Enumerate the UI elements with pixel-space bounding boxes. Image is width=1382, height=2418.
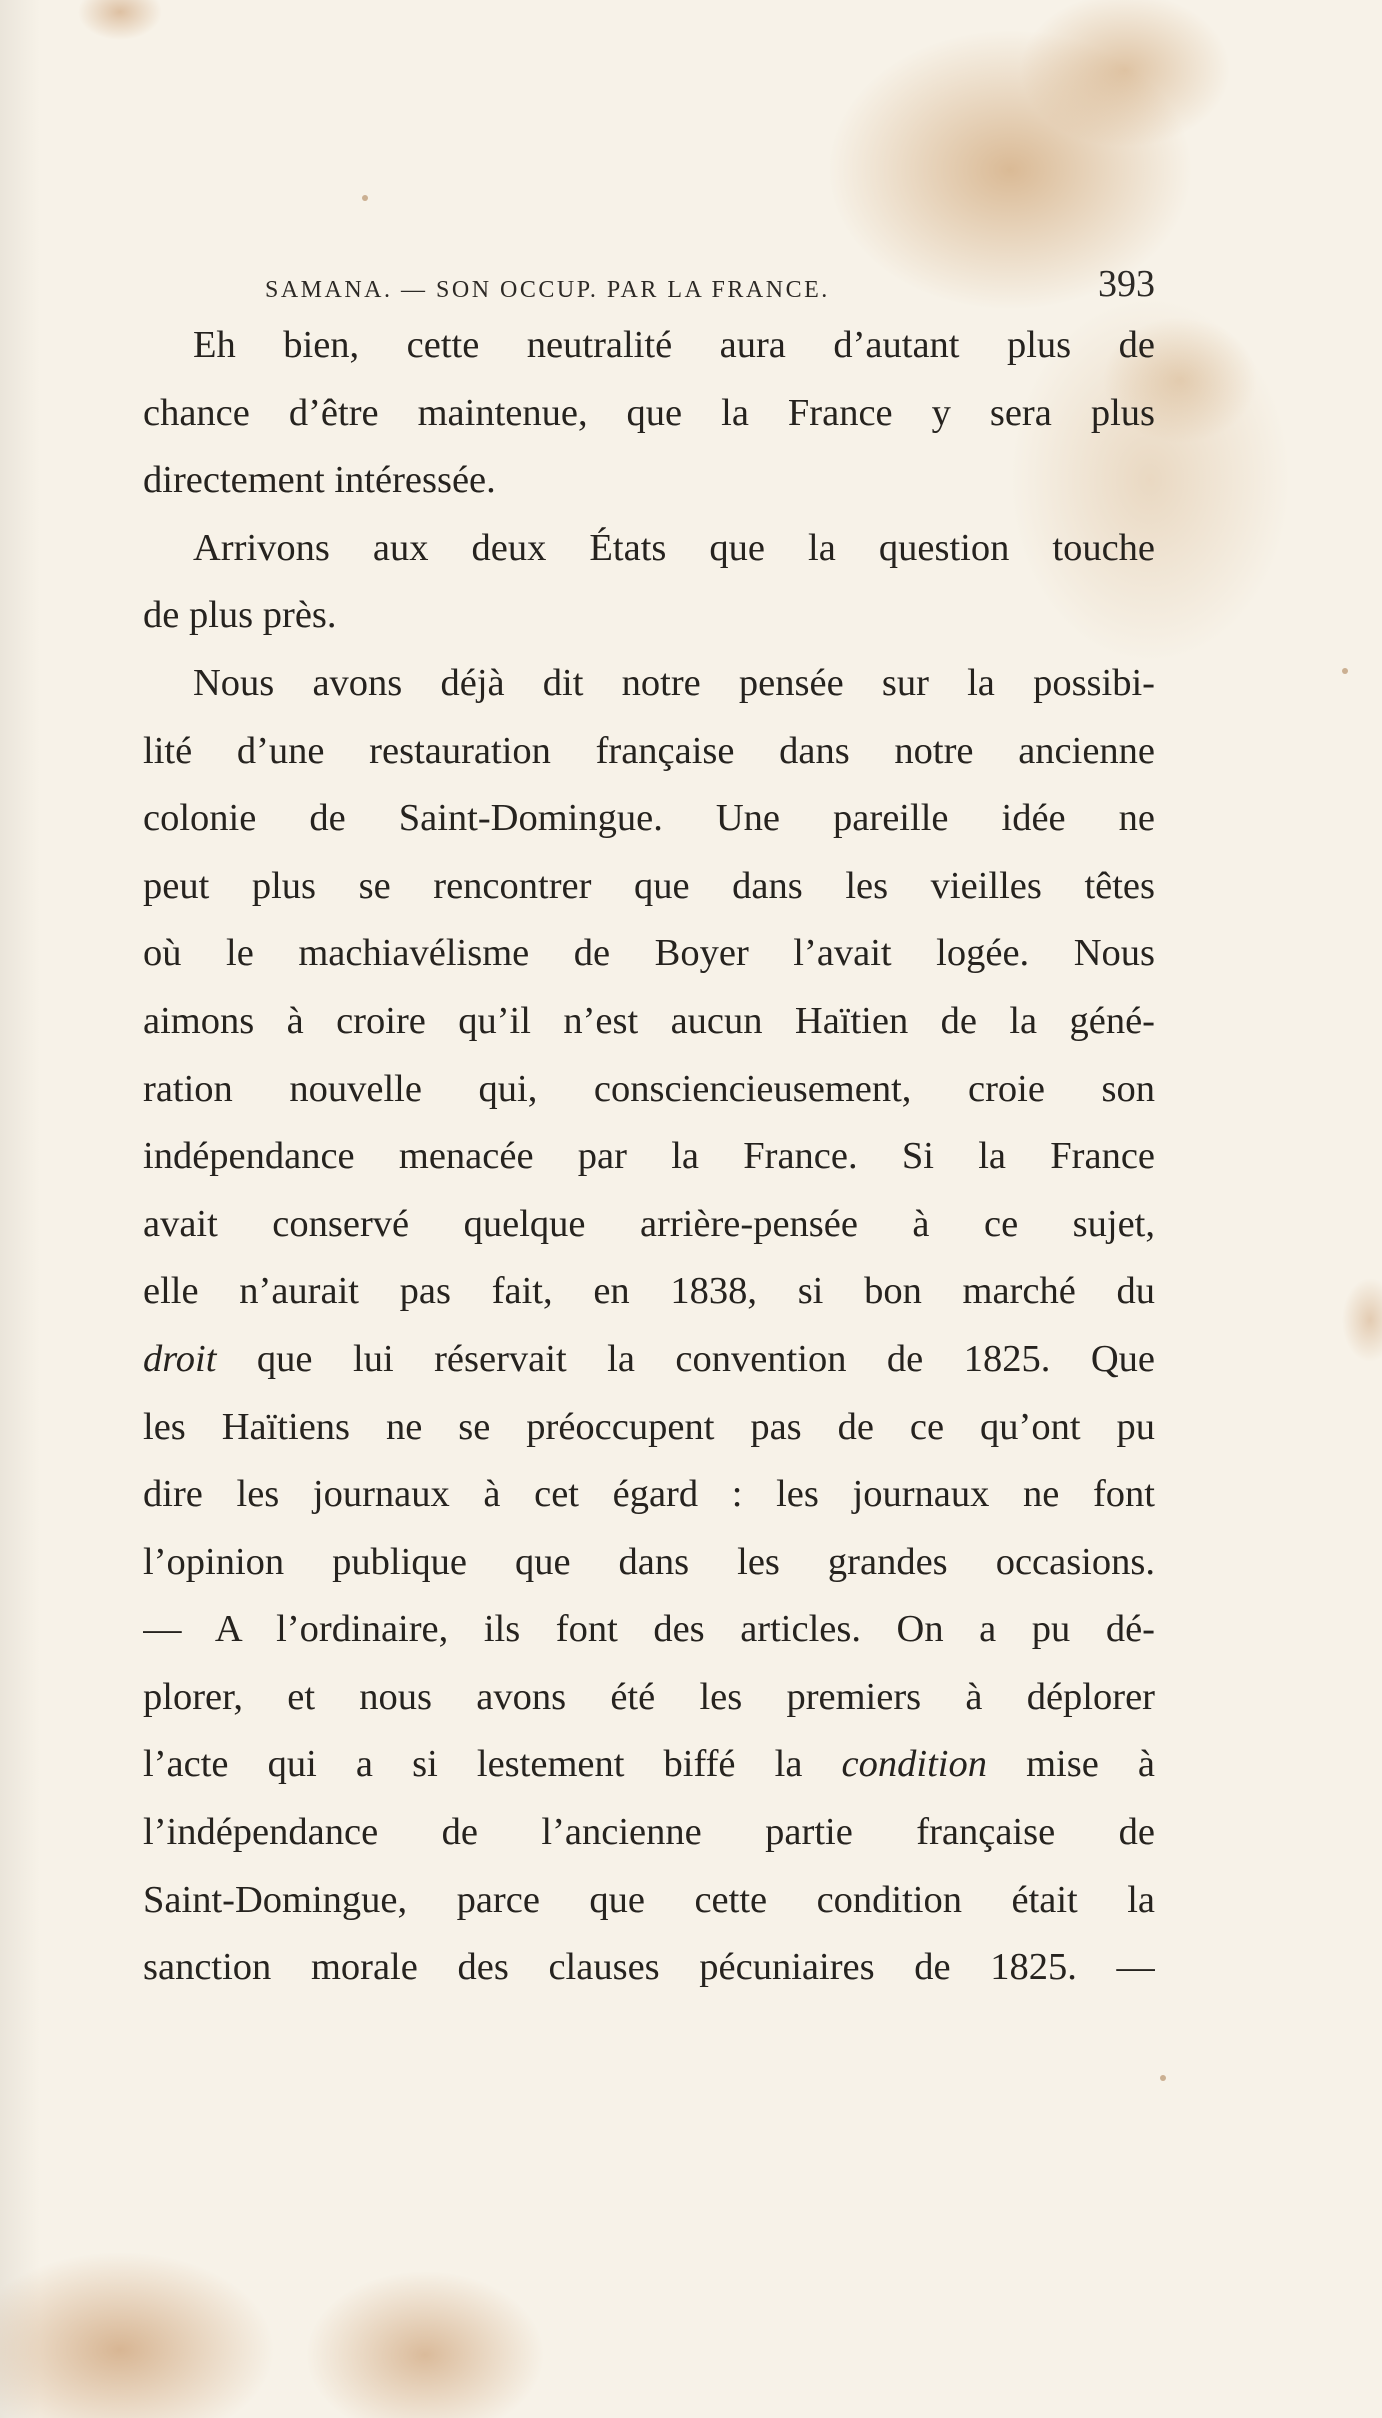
text-run: que lui réservait la convention de 1825. Que — [216, 1337, 1155, 1380]
text-run: elle n’aurait pas fait, en 1838, si bon marché du — [143, 1270, 1155, 1313]
text-run: Eh bien, cette neutralité aura d’autant plus de — [193, 324, 1155, 366]
text-run: peut plus se rencontrer que dans les vieilles têtes — [143, 864, 1155, 907]
text-run: Saint-Domingue, parce que cette condition était la — [143, 1878, 1155, 1921]
text-run: — A l’ordinaire, ils font des articles. On a pu dé- — [143, 1608, 1155, 1651]
running-head-title: SAMANA. — SON OCCUP. PAR LA FRANCE. — [265, 277, 830, 303]
text-run: de plus près. — [143, 594, 337, 637]
text-line — [143, 1191, 1155, 1259]
text-line — [143, 1461, 1155, 1529]
text-run: avait conservé quelque arrière-pensée à ce sujet, — [143, 1202, 1155, 1245]
text-line — [143, 380, 1155, 448]
text-run: lité d’une restauration française dans notre ancienne — [143, 729, 1155, 772]
text-line — [143, 1867, 1155, 1935]
text-line — [143, 1731, 1155, 1799]
text-run: dire les journaux à cet égard : les journaux ne font — [143, 1473, 1155, 1516]
text-run: ration nouvelle qui, consciencieusement, croie son — [143, 1067, 1155, 1110]
text-run: sanction morale des clauses pécuniaires de 1825. — — [143, 1946, 1155, 1989]
text-line — [143, 920, 1155, 988]
text-line — [143, 312, 1155, 380]
stain-fleck — [1160, 2075, 1166, 2081]
text-run: l’opinion publique que dans les grandes occasions. — [143, 1540, 1155, 1583]
text-run: directement intéressée. — [143, 459, 496, 502]
text-line — [143, 1056, 1155, 1124]
text-line — [143, 650, 1155, 718]
running-head — [265, 262, 1155, 306]
text-line — [143, 1123, 1155, 1191]
text-line — [143, 718, 1155, 786]
stain-fleck — [1342, 668, 1348, 674]
text-run: l’acte qui a si lestement biffé la — [143, 1743, 842, 1786]
text-line — [143, 785, 1155, 853]
text-run: Arrivons aux deux États que la question touche — [193, 526, 1155, 569]
text-run: mise à — [986, 1743, 1155, 1786]
text-run: l’indépendance de l’ancienne partie française de — [143, 1811, 1155, 1854]
text-line — [143, 1326, 1155, 1394]
text-line — [143, 515, 1155, 583]
text-run: plorer, et nous avons été les premiers à déplorer — [143, 1675, 1155, 1718]
stain-fleck — [362, 195, 368, 201]
text-line — [143, 1664, 1155, 1732]
text-line — [143, 988, 1155, 1056]
text-line — [143, 447, 1155, 515]
text-line — [143, 1934, 1155, 2002]
body-text — [143, 312, 1155, 2002]
text-line — [143, 853, 1155, 921]
text-line — [143, 1529, 1155, 1597]
text-line — [143, 582, 1155, 650]
text-run: chance d’être maintenue, que la France y sera plus — [143, 391, 1155, 434]
page-number: 393 — [1098, 263, 1155, 305]
text-run: les Haïtiens ne se préoccupent pas de ce qu’ont pu — [143, 1405, 1155, 1448]
text-line — [143, 1596, 1155, 1664]
text-run: indépendance menacée par la France. Si la France — [143, 1135, 1155, 1178]
text-run: Nous avons déjà dit notre pensée sur la possibi- — [193, 661, 1155, 704]
text-line — [143, 1799, 1155, 1867]
text-line — [143, 1394, 1155, 1462]
text-run: aimons à croire qu’il n’est aucun Haïtien de la géné- — [143, 999, 1155, 1042]
text-line — [143, 1258, 1155, 1326]
text-run: où le machiavélisme de Boyer l’avait logée. Nous — [143, 932, 1155, 975]
text-run: colonie de Saint-Domingue. Une pareille idée ne — [143, 797, 1155, 840]
italic-text: droit — [143, 1337, 217, 1380]
italic-text: condition — [841, 1743, 987, 1786]
